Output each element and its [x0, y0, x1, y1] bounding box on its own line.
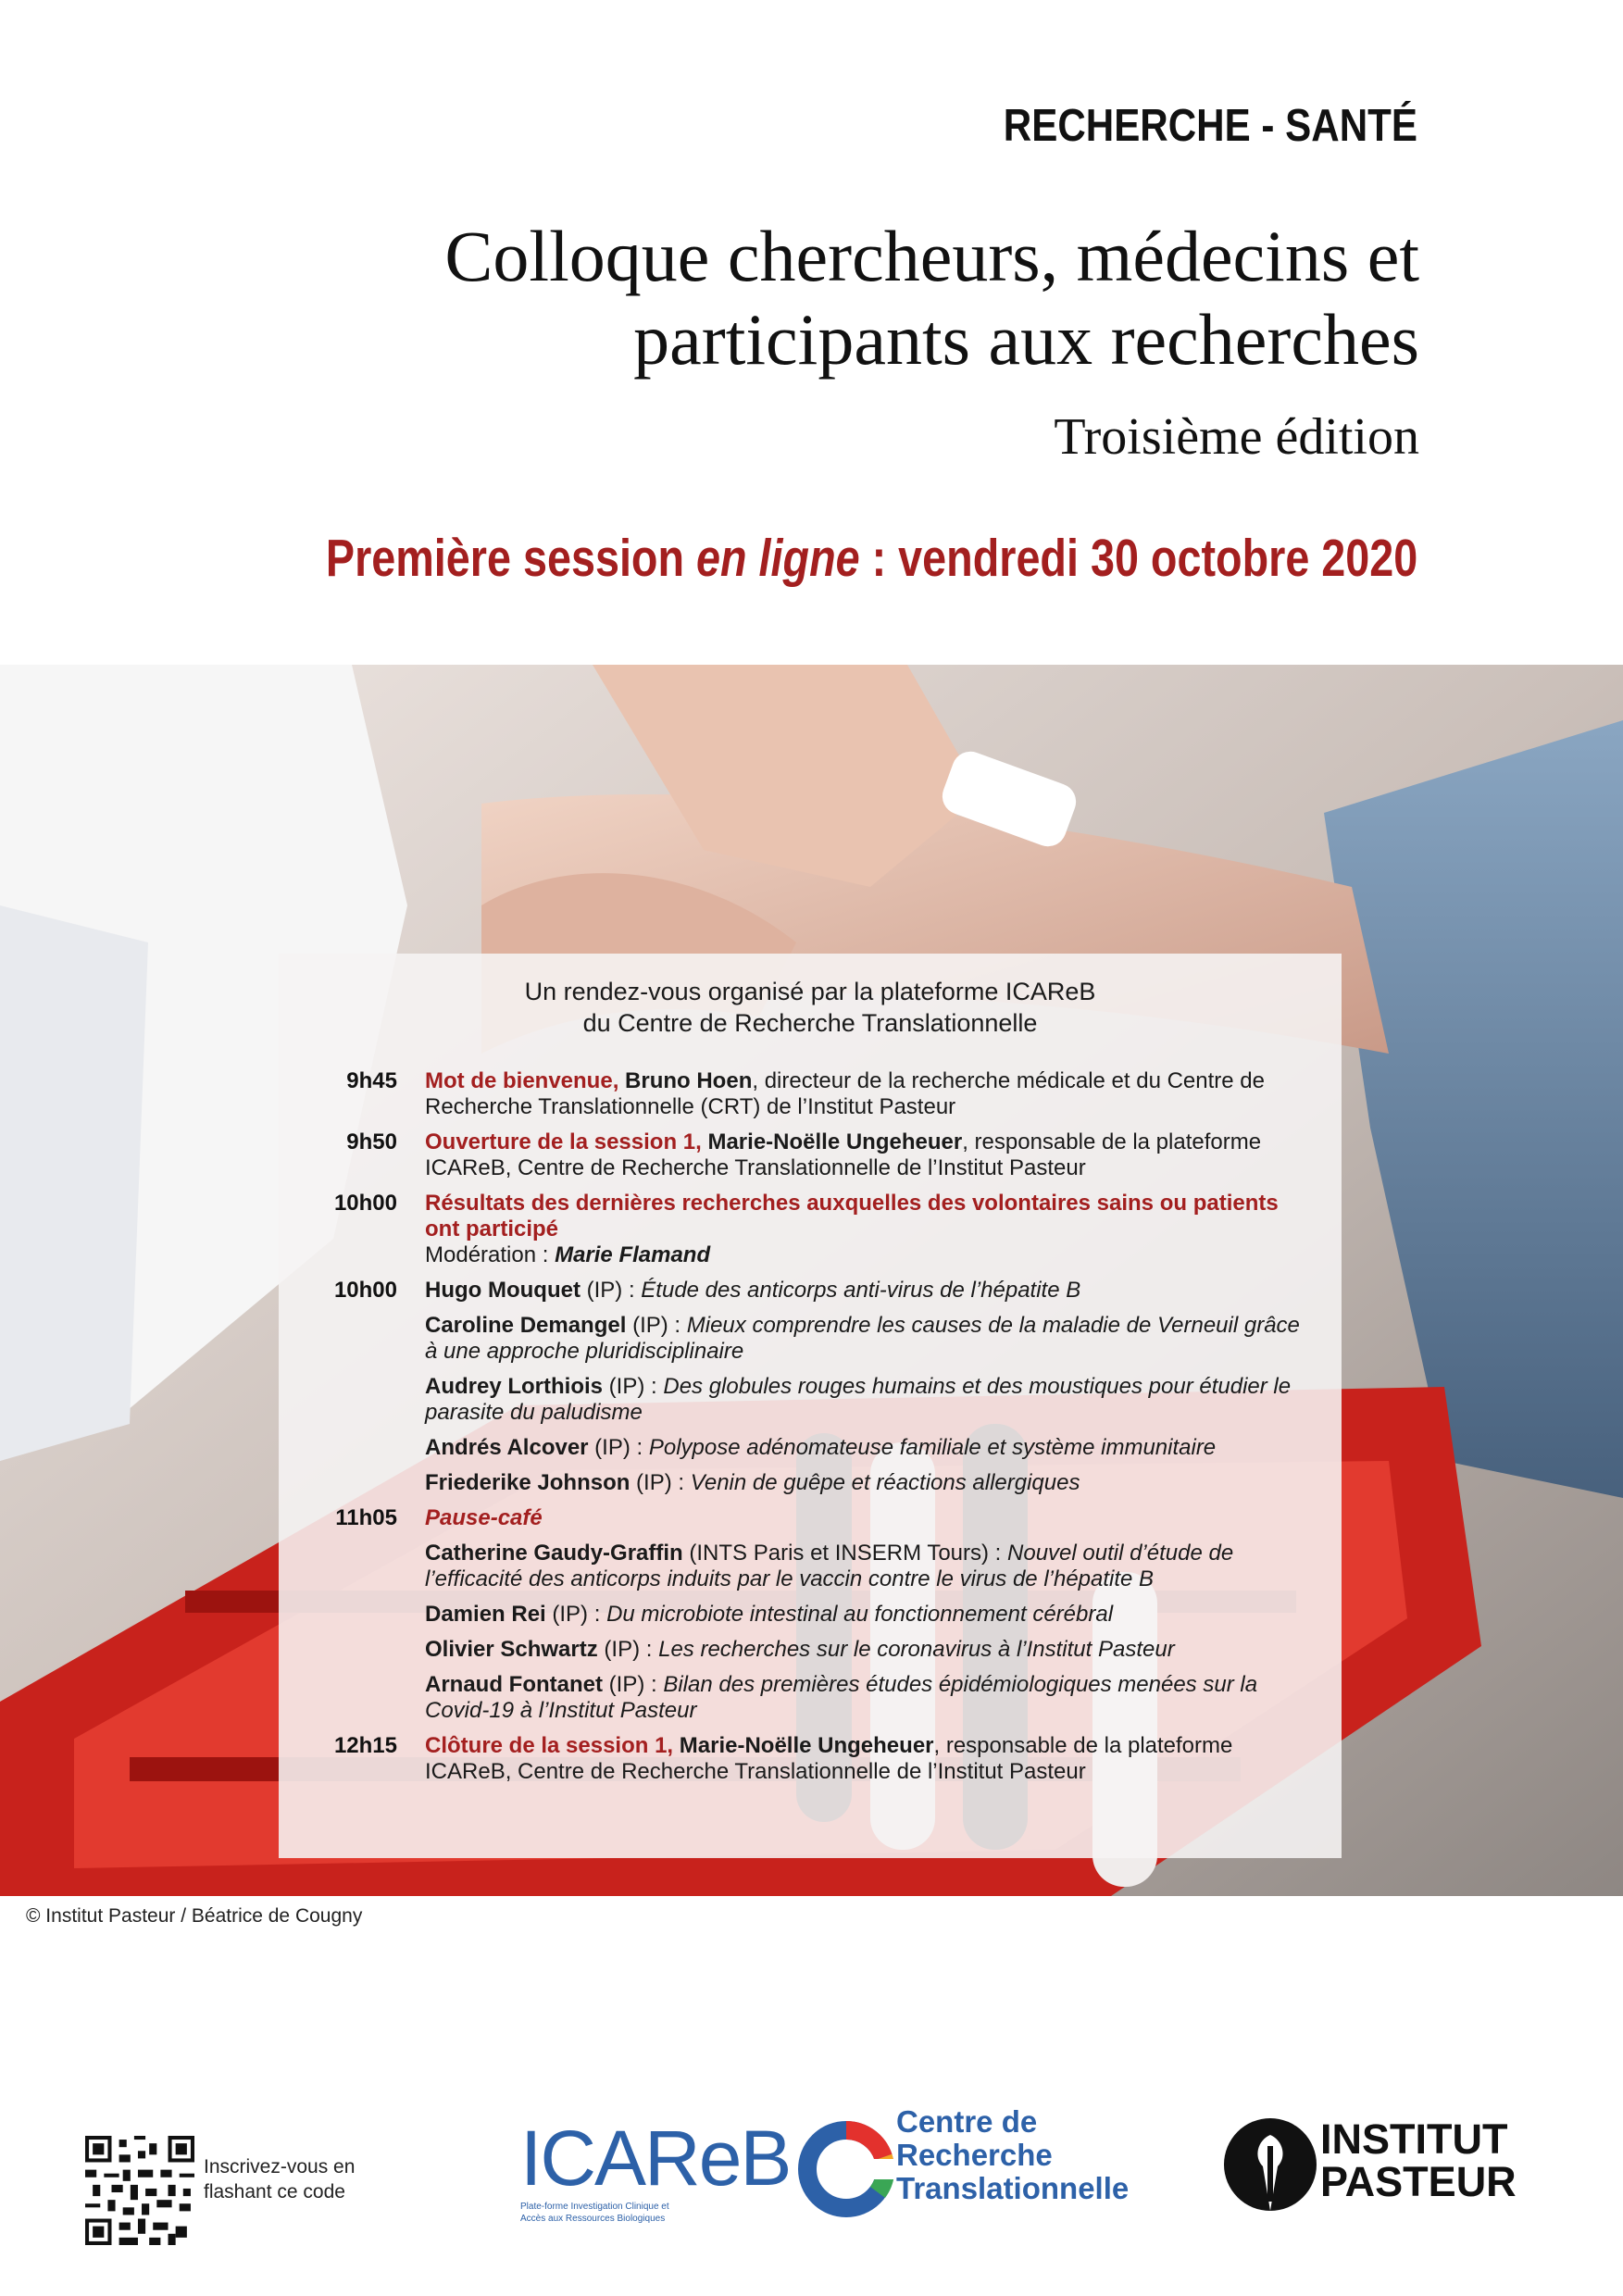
programme-time: 11h05 [335, 1505, 397, 1530]
programme-text: , responsable de la plateforme ICAReB, Centre de Recherche Translationnelle de l’Institut Pasteur [425, 1733, 1233, 1784]
programme-item [316, 1470, 1316, 1496]
programme-time [316, 1602, 397, 1628]
speaker-affiliation: (IP) : [630, 1470, 691, 1495]
programme-time [316, 1374, 397, 1426]
programme-item [316, 1129, 1316, 1181]
speaker-affiliation: (IP) : [597, 1637, 659, 1662]
event-title-line-2: participants aux recherches [633, 299, 1419, 380]
speaker-name: Catherine Gaudy-Graffin [425, 1541, 683, 1566]
programme-text: , directeur de la recherche médicale et du Centre de Recherche Translationnelle (CRT) de l’Institut Pasteur [425, 1068, 1265, 1119]
programme-item [316, 1374, 1316, 1426]
registration-qr-code[interactable] [85, 2136, 194, 2245]
speaker-name: Hugo Mouquet [425, 1278, 581, 1303]
event-title-line-1: Colloque chercheurs, médecins et [444, 216, 1419, 296]
programme-body [425, 1470, 1316, 1496]
talk-topic: Étude des anticorps anti-virus de l’hépatite B [641, 1278, 1081, 1303]
programme-body [425, 1129, 1316, 1181]
session-date-online: en ligne [695, 529, 860, 588]
session-date [326, 528, 1417, 589]
crt-line-1: Centre de [896, 2104, 1038, 2139]
icareb-sub-1: Plate-forme Investigation Clinique et [520, 2202, 669, 2212]
talk-topic: Bilan des premières études épidémiologiques menées sur la Covid-19 à l’Institut Pasteur [425, 1672, 1258, 1723]
programme-item [316, 1672, 1316, 1724]
programme-time [316, 1672, 397, 1724]
institut-pasteur-wordmark [1320, 2115, 1517, 2205]
programme-time [316, 1435, 397, 1461]
talk-topic: Venin de guêpe et réactions allergiques [690, 1470, 1080, 1495]
programme-heading: Résultats des dernières recherches auxquelles des volontaires sains ou patients ont participé [425, 1191, 1279, 1242]
speaker-name: Marie-Noëlle Ungeheuer [707, 1129, 963, 1154]
programme-heading: Mot de bienvenue, [425, 1068, 626, 1093]
programme-list [316, 1068, 1316, 1794]
programme-time [316, 1541, 397, 1592]
programme-item [316, 1068, 1316, 1120]
speaker-affiliation: (IP) : [588, 1435, 649, 1460]
organizer-note [279, 976, 1342, 1039]
organizer-line-2: du Centre de Recherche Translationnelle [582, 1009, 1038, 1037]
session-date-prefix: Première session [325, 529, 696, 588]
programme-body [425, 1435, 1316, 1461]
programme-time [316, 1637, 397, 1663]
talk-topic: Des globules rouges humains et des moustiques pour étudier le parasite du paludisme [425, 1374, 1292, 1425]
speaker-affiliation: (IP) : [626, 1313, 687, 1338]
programme-item [316, 1435, 1316, 1461]
programme-item [316, 1278, 1316, 1304]
edition-label: Troisième édition [1054, 408, 1419, 466]
speaker-name: Olivier Schwartz [425, 1637, 598, 1662]
qr-instruction [204, 2154, 355, 2204]
pasteur-line-2: PASTEUR [1320, 2158, 1517, 2205]
programme-body [425, 1374, 1316, 1426]
icareb-sub-2: Accès aux Ressources Biologiques [520, 2214, 666, 2224]
speaker-affiliation: (IP) : [603, 1672, 664, 1697]
event-title [444, 215, 1419, 381]
moderator-name: Marie Flamand [555, 1242, 711, 1267]
break-label: Pause-café [425, 1505, 543, 1530]
programme-time [316, 1313, 397, 1365]
programme-item [316, 1637, 1316, 1663]
speaker-name: Audrey Lorthiois [425, 1374, 604, 1399]
speaker-affiliation: (IP) : [580, 1278, 642, 1303]
programme-body [425, 1505, 1316, 1531]
moderation-label: Modération : [425, 1242, 556, 1267]
programme-body [425, 1313, 1316, 1365]
programme-heading: Ouverture de la session 1, [425, 1129, 708, 1154]
programme-panel [279, 954, 1342, 1858]
programme-item [316, 1733, 1316, 1785]
programme-time [316, 1470, 397, 1496]
programme-time: 12h15 [333, 1733, 397, 1758]
talk-topic: Nouvel outil d’étude de l’efficacité des anticorps induits par le vaccin contre le virus de l’hépatite B [425, 1541, 1234, 1591]
crt-line-3: Translationnelle [896, 2171, 1130, 2205]
icareb-logo [518, 2103, 791, 2233]
programme-body [425, 1602, 1316, 1628]
programme-time: 10h00 [333, 1191, 397, 1216]
programme-text: , responsable de la plateforme ICAReB, Centre de Recherche Translationnelle de l’Institut Pasteur [425, 1129, 1262, 1180]
speaker-name: Damien Rei [425, 1602, 546, 1627]
crt-line-2: Recherche [896, 2138, 1053, 2172]
programme-time: 9h45 [346, 1068, 397, 1093]
programme-time: 10h00 [333, 1278, 397, 1303]
programme-body [425, 1541, 1316, 1592]
crt-logo-text [896, 2105, 1129, 2205]
speaker-name: Arnaud Fontanet [425, 1672, 603, 1697]
programme-body [425, 1191, 1316, 1268]
programme-heading: Clôture de la session 1, [425, 1733, 680, 1758]
talk-topic: Polypose adénomateuse familiale et système immunitaire [648, 1435, 1217, 1460]
moderation-line [425, 1242, 1316, 1268]
speaker-name: Caroline Demangel [425, 1313, 627, 1338]
session-date-suffix: : vendredi 30 octobre 2020 [859, 529, 1417, 588]
programme-item [316, 1191, 1316, 1268]
qr-instruction-line-1: Inscrivez-vous en [204, 2156, 356, 2177]
speaker-affiliation: (IP) : [603, 1374, 664, 1399]
talk-topic: Mieux comprendre les causes de la maladie de Verneuil grâce à une approche pluridisciplinaire [425, 1313, 1300, 1364]
programme-body [425, 1672, 1316, 1724]
programme-item [316, 1541, 1316, 1592]
speaker-affiliation: (INTS Paris et INSERM Tours) : [682, 1541, 1008, 1566]
programme-body [425, 1278, 1316, 1304]
talk-topic: Du microbiote intestinal au fonctionnement cérébral [606, 1602, 1114, 1627]
programme-item [316, 1505, 1316, 1531]
photo-credit: © Institut Pasteur / Béatrice de Cougny [26, 1905, 363, 1927]
speaker-name: Bruno Hoen [625, 1068, 753, 1093]
speaker-name: Friederike Johnson [425, 1470, 630, 1495]
icareb-logo-text: ICAReB [520, 2115, 791, 2202]
programme-item [316, 1602, 1316, 1628]
talk-topic: Les recherches sur le coronavirus à l’Institut Pasteur [658, 1637, 1175, 1662]
category-kicker: RECHERCHE - SANTÉ [1003, 101, 1417, 151]
programme-body [425, 1068, 1316, 1120]
speaker-name: Marie-Noëlle Ungeheuer [679, 1733, 934, 1758]
programme-body [425, 1733, 1316, 1785]
programme-item [316, 1313, 1316, 1365]
organizer-line-1: Un rendez-vous organisé par la plateforme ICAReB [524, 978, 1096, 1005]
qr-instruction-line-2: flashant ce code [204, 2181, 345, 2202]
programme-time: 9h50 [346, 1129, 397, 1154]
pasteur-line-1: INSTITUT [1320, 2115, 1508, 2163]
programme-body [425, 1637, 1316, 1663]
speaker-affiliation: (IP) : [545, 1602, 607, 1627]
speaker-name: Andrés Alcover [425, 1435, 589, 1460]
